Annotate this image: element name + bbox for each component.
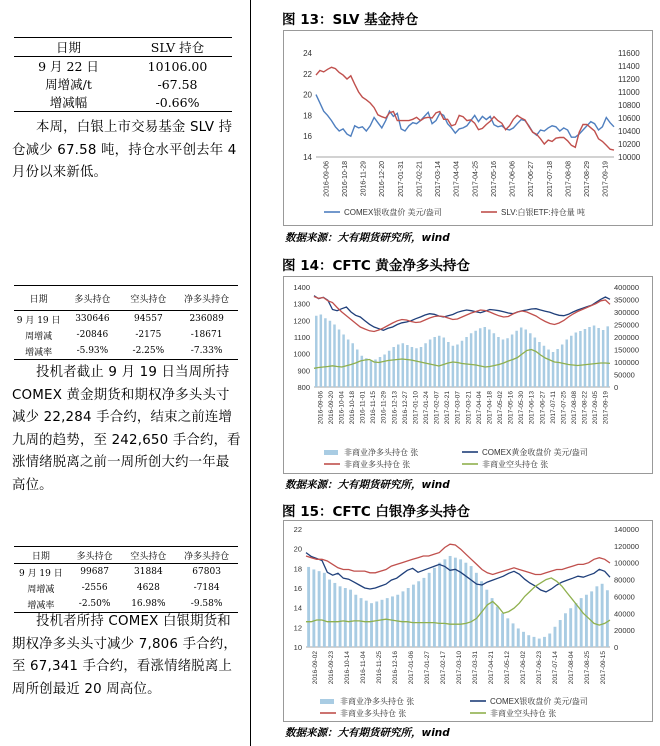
y-right-tick-label: 140000 [614, 525, 640, 534]
fig13-chart [283, 30, 653, 226]
series-line [306, 553, 610, 592]
net-long-bar [370, 603, 373, 647]
series-line [306, 544, 610, 574]
x-tick-label: 2017-04-21 [488, 651, 495, 685]
net-long-bar [580, 598, 583, 647]
x-tick-label: 2017-08-08 [571, 391, 578, 425]
net-long-bar [561, 345, 564, 388]
net-long-bar [470, 566, 473, 647]
net-long-bar [585, 595, 588, 647]
slv-cell: 周增减/t [45, 77, 92, 92]
fig15-source: 数据来源：大有期货研究所，wind [285, 727, 450, 739]
legend-label: 非商业多头持仓 张 [344, 460, 411, 469]
silver-paragraph: 投机者所持 COMEX 白银期货和期权净多头头寸减少 7,806 手合约，至 67,341 手合约，看涨情绪脱离上周所创最近 20 周高位。 [12, 614, 237, 697]
gold-cell: -2175 [135, 330, 162, 340]
net-long-bar [512, 623, 515, 647]
net-long-bar [574, 603, 577, 647]
net-long-bar [370, 361, 373, 387]
column-divider [250, 0, 251, 746]
x-tick-label: 2017-06-13 [528, 391, 536, 425]
net-long-bar [491, 598, 494, 647]
x-tick-label: 2017-02-17 [440, 651, 447, 685]
net-long-bar [552, 352, 555, 387]
net-long-bar [412, 585, 415, 647]
x-tick-label: 2017-02-07 [433, 391, 441, 425]
x-tick-label: 2016-12-16 [392, 651, 399, 685]
net-long-bar [433, 337, 436, 387]
x-tick-label: 2016-12-27 [401, 391, 409, 425]
gold-cell: -20846 [76, 330, 109, 340]
y-left-tick-label: 24 [303, 49, 312, 58]
y-right-tick-label: 10800 [618, 101, 641, 110]
y-right-tick-label: 0 [614, 643, 619, 652]
silver-cell: 增减率 [14, 596, 68, 613]
y-right-tick-label: 350000 [614, 295, 640, 305]
net-long-bar [497, 337, 500, 387]
y-right-tick-label: 10200 [618, 140, 641, 149]
y-left-tick-label: 20 [293, 544, 302, 554]
net-long-bar [575, 333, 578, 388]
gold-paragraph: 投机者截止 9 月 19 日当周所持 COMEX 黄金期货和期权净多头头寸减少 22,284 手合约，结束之前连增九周的趋势，至 242,650 手合约，看涨情绪脱离之前一周所创大约一年最高位。 [12, 365, 241, 493]
silver-cell: 99687 [80, 567, 109, 577]
net-long-bar [312, 569, 315, 647]
x-tick-label: 2016-11-25 [376, 651, 383, 684]
y-right-tick-label: 11200 [618, 75, 640, 84]
x-tick-label: 2017-09-05 [592, 391, 600, 425]
slv-header-holding: SLV 持仓 [123, 38, 232, 57]
net-long-bar [601, 584, 604, 647]
net-long-bar [564, 613, 567, 647]
slv-header-date: 日期 [14, 38, 123, 57]
series-line [316, 67, 614, 150]
silver-header: 日期 [14, 547, 68, 564]
gold-cell: 330646 [75, 314, 110, 324]
silver-cell: 31884 [134, 567, 163, 577]
net-long-bar [538, 342, 541, 387]
x-tick-label: 2017-02-21 [416, 161, 424, 197]
x-tick-label: 2016-10-14 [344, 651, 351, 685]
net-long-bar [422, 578, 425, 647]
x-tick-label: 2016-10-04 [338, 391, 346, 425]
silver-header: 空头持仓 [122, 547, 176, 564]
y-right-tick-label: 100000 [614, 558, 640, 568]
net-long-bar [347, 340, 350, 388]
x-tick-label: 2017-01-06 [408, 651, 415, 685]
net-long-bar [420, 347, 423, 387]
y-right-tick-label: 80000 [614, 575, 635, 585]
x-tick-label: 2017-08-22 [581, 391, 589, 425]
legend-swatch [324, 450, 338, 455]
y-right-tick-label: 0 [614, 383, 619, 392]
slv-cell: 10106.00 [147, 58, 208, 74]
silver-table [14, 546, 238, 613]
net-long-bar [381, 600, 384, 647]
x-tick-label: 2016-10-18 [349, 391, 356, 425]
net-long-bar [328, 580, 331, 647]
x-tick-label: 2017-04-25 [472, 161, 480, 197]
net-long-bar [547, 350, 550, 388]
net-long-bar [506, 618, 509, 647]
series-line [314, 297, 610, 332]
net-long-bar [402, 591, 405, 647]
x-tick-label: 2017-03-31 [472, 651, 479, 685]
net-long-bar [402, 343, 405, 387]
x-tick-label: 2017-07-25 [560, 391, 568, 425]
net-long-bar [391, 596, 394, 647]
x-tick-label: 2017-09-15 [600, 651, 607, 685]
net-long-bar [360, 598, 363, 647]
x-tick-label: 2016-09-20 [327, 391, 335, 425]
net-long-bar [406, 345, 409, 387]
net-long-bar [488, 330, 491, 388]
net-long-bar [456, 345, 459, 388]
x-tick-label: 2017-04-18 [486, 391, 494, 425]
net-long-bar [569, 608, 572, 647]
net-long-bar [543, 637, 546, 647]
fig14-svg [284, 277, 652, 473]
net-long-bar [493, 333, 496, 387]
net-long-bar [383, 355, 386, 388]
x-tick-label: 2017-09-19 [602, 391, 610, 425]
net-long-bar [433, 568, 436, 647]
net-long-bar [548, 634, 551, 647]
net-long-bar [429, 340, 432, 388]
gold-cell: 94557 [134, 314, 163, 324]
net-long-bar [388, 351, 391, 387]
x-tick-label: 2017-04-04 [453, 161, 461, 197]
y-right-tick-label: 40000 [614, 609, 635, 619]
net-long-bar [522, 632, 525, 647]
net-long-bar [411, 347, 414, 387]
y-left-tick-label: 10 [293, 643, 302, 652]
gold-cell: -18671 [190, 330, 223, 340]
x-tick-label: 2017-06-27 [539, 391, 547, 425]
x-tick-label: 2016-09-06 [317, 391, 325, 425]
net-long-bar [606, 590, 609, 647]
y-right-tick-label: 10000 [618, 153, 641, 162]
net-long-bar [407, 588, 410, 647]
x-tick-label: 2017-05-30 [518, 391, 526, 425]
x-tick-label: 2016-09-02 [312, 651, 319, 685]
slv-cell: 9 月 22 日 [38, 59, 99, 74]
slv-cell: 增减幅 [14, 93, 123, 112]
net-long-bar [554, 627, 557, 647]
net-long-bar [579, 331, 582, 387]
net-long-bar [424, 343, 427, 387]
x-tick-label: 2017-05-12 [504, 651, 511, 685]
net-long-bar [318, 571, 321, 647]
net-long-bar [333, 325, 336, 388]
net-long-bar [329, 321, 332, 387]
gold-cell: -7.33% [175, 343, 238, 360]
net-long-bar [447, 342, 450, 387]
gold-header: 多头持仓 [63, 286, 121, 311]
x-tick-label: 2017-05-02 [497, 391, 504, 425]
net-long-bar [428, 573, 431, 647]
net-long-bar [506, 338, 509, 387]
legend-swatch [320, 699, 334, 704]
y-right-tick-label: 300000 [614, 308, 640, 317]
silver-cell: 67803 [192, 567, 221, 577]
y-left-tick-label: 18 [293, 564, 302, 574]
x-tick-label: 2016-10-18 [341, 161, 349, 197]
y-left-tick-label: 18 [303, 111, 312, 121]
fig14-title: 图 14：CFTC 黄金净多头持仓 [282, 258, 470, 274]
x-tick-label: 2017-08-08 [565, 161, 573, 197]
net-long-bar [556, 349, 559, 387]
silver-cell: -2.50% [68, 596, 122, 613]
net-long-bar [417, 581, 420, 647]
net-long-bar [570, 336, 573, 387]
x-tick-label: 2017-01-24 [423, 391, 430, 425]
fig13-source: 数据来源：大有期货研究所，wind [285, 232, 450, 244]
y-left-tick-label: 1000 [293, 349, 310, 359]
y-right-tick-label: 250000 [614, 320, 640, 330]
x-tick-label: 2016-12-20 [379, 161, 387, 197]
net-long-bar [597, 328, 600, 387]
net-long-bar [351, 343, 354, 387]
net-long-bar [595, 586, 598, 647]
y-right-tick-label: 10600 [618, 114, 641, 123]
x-tick-label: 2016-11-29 [360, 161, 368, 197]
slv-paragraph: 本周，白银上市交易基金 SLV 持仓减少 67.58 吨，持仓水平创去年 4 月份以来新低。 [12, 120, 237, 180]
net-long-bar [323, 573, 326, 647]
net-long-bar [392, 347, 395, 387]
fig15-title: 图 15：CFTC 白银净多头持仓 [282, 504, 470, 520]
x-tick-label: 2016-11-15 [370, 391, 378, 424]
net-long-bar [365, 358, 368, 387]
y-left-tick-label: 14 [303, 153, 312, 162]
net-long-bar [593, 326, 596, 388]
x-tick-label: 2017-06-02 [520, 651, 527, 685]
net-long-bar [324, 318, 327, 387]
net-long-bar [584, 329, 587, 387]
net-long-bar [538, 639, 541, 647]
x-tick-label: 2017-03-21 [465, 391, 473, 425]
net-long-bar [415, 348, 418, 387]
net-long-bar [374, 360, 377, 388]
x-tick-label: 2017-05-16 [490, 161, 498, 197]
net-long-bar [438, 336, 441, 387]
net-long-bar [365, 601, 368, 647]
x-tick-label: 2017-04-04 [475, 391, 483, 425]
x-tick-label: 2017-09-19 [602, 161, 610, 197]
series-line [316, 95, 614, 138]
legend-label: SLV:白银ETF:持仓量 吨 [501, 208, 586, 217]
y-left-tick-label: 16 [293, 584, 302, 593]
y-right-tick-label: 11400 [618, 62, 640, 71]
x-tick-label: 2017-08-29 [584, 161, 592, 197]
net-long-bar [443, 338, 446, 388]
x-tick-label: 2017-02-21 [444, 391, 452, 425]
y-right-tick-label: 100000 [614, 358, 640, 367]
x-tick-label: 2017-06-06 [509, 161, 517, 197]
y-left-tick-label: 12 [293, 623, 302, 633]
net-long-bar [386, 598, 389, 647]
net-long-bar [470, 333, 473, 387]
fig15-chart [283, 520, 653, 722]
legend-label: COMEX银收盘价 美元/盎司 [344, 208, 442, 217]
gold-cell: 周增减 [25, 331, 53, 342]
y-right-tick-label: 400000 [614, 283, 640, 292]
net-long-bar [565, 340, 568, 388]
x-tick-label: 2017-07-11 [549, 391, 557, 424]
net-long-bar [454, 558, 457, 647]
x-tick-label: 2017-08-04 [568, 651, 575, 685]
gold-cell: -2.25% [122, 343, 176, 360]
slv-table [14, 37, 232, 112]
net-long-bar [342, 335, 345, 388]
x-tick-label: 2017-03-07 [454, 391, 462, 425]
gold-header: 净多头持仓 [175, 286, 238, 311]
x-tick-label: 2016-09-23 [328, 651, 335, 685]
net-long-bar [452, 346, 455, 387]
fig13-title: 图 13：SLV 基金持仓 [282, 12, 419, 28]
net-long-bar [533, 637, 536, 647]
x-tick-label: 2016-11-01 [359, 391, 367, 424]
gold-cell: 增减率 [14, 343, 63, 360]
y-right-tick-label: 120000 [614, 541, 640, 551]
x-tick-label: 2017-07-18 [546, 161, 554, 197]
y-right-tick-label: 10400 [618, 127, 641, 136]
fig15-svg [284, 521, 652, 721]
y-right-tick-label: 20000 [614, 626, 635, 636]
net-long-bar [511, 335, 514, 388]
x-tick-label: 2017-01-31 [397, 161, 405, 197]
silver-header: 多头持仓 [68, 547, 122, 564]
x-tick-label: 2017-08-25 [584, 651, 591, 685]
y-left-tick-label: 14 [293, 603, 302, 613]
legend-label: 非商业空头持仓 张 [482, 460, 549, 469]
legend-label: 非商业空头持仓 张 [490, 709, 557, 718]
net-long-bar [333, 583, 336, 647]
y-left-tick-label: 1100 [293, 333, 310, 342]
net-long-bar [520, 328, 523, 388]
net-long-bar [527, 635, 530, 647]
net-long-bar [349, 590, 352, 647]
legend-label: COMEX银收盘价 美元/盎司 [490, 697, 588, 706]
net-long-bar [484, 327, 487, 387]
y-left-tick-label: 1200 [293, 316, 310, 326]
y-left-tick-label: 1400 [293, 283, 310, 292]
fig13-svg [284, 31, 652, 225]
net-long-bar [356, 350, 359, 388]
x-tick-label: 2017-06-23 [536, 651, 543, 685]
y-right-tick-label: 11600 [618, 49, 640, 58]
net-long-bar [485, 590, 488, 647]
x-tick-label: 2017-07-14 [552, 651, 559, 685]
fig14-source: 数据来源：大有期货研究所，wind [285, 479, 450, 491]
y-left-tick-label: 1300 [293, 299, 310, 309]
net-long-bar [307, 567, 310, 647]
gold-table [14, 285, 238, 360]
y-left-tick-label: 22 [293, 525, 302, 534]
fig14-chart [283, 276, 653, 474]
silver-cell: 16.98% [122, 596, 176, 613]
net-long-bar [534, 338, 537, 388]
net-long-bar [339, 586, 342, 647]
net-long-bar [501, 613, 504, 647]
x-tick-label: 2017-03-10 [456, 651, 463, 685]
net-long-bar [443, 559, 446, 647]
net-long-bar [606, 326, 609, 387]
y-right-tick-label: 60000 [614, 592, 635, 602]
silver-cell: -9.58% [175, 596, 238, 613]
x-tick-label: 2016-11-29 [380, 391, 388, 424]
silver-cell: 4628 [136, 583, 160, 593]
y-left-tick-label: 22 [303, 69, 312, 79]
silver-header: 净多头持仓 [175, 547, 238, 564]
net-long-bar [517, 628, 520, 647]
net-long-bar [479, 328, 482, 387]
y-right-tick-label: 11000 [618, 88, 640, 97]
legend-label: COMEX黄金收盘价 美元/盎司 [482, 448, 588, 457]
silver-cell: 9 月 19 日 [18, 568, 63, 579]
x-tick-label: 2016-11-04 [360, 651, 367, 684]
x-tick-label: 2017-03-14 [435, 161, 443, 197]
slv-cell: -0.66% [123, 93, 232, 112]
net-long-bar [525, 330, 528, 388]
net-long-bar [496, 607, 499, 647]
net-long-bar [602, 330, 605, 387]
y-right-tick-label: 150000 [614, 345, 640, 355]
net-long-bar [588, 327, 591, 387]
legend-label: 非商业多头持仓 张 [340, 709, 407, 718]
gold-cell: 9 月 19 日 [16, 315, 61, 326]
net-long-bar [338, 330, 341, 388]
x-tick-label: 2016-12-13 [391, 391, 399, 425]
net-long-bar [320, 315, 323, 388]
x-tick-label: 2017-01-27 [424, 651, 431, 685]
silver-cell: 周增减 [27, 584, 55, 595]
y-right-tick-label: 50000 [614, 370, 635, 380]
legend-label: 非商业净多头持仓 张 [344, 448, 419, 457]
net-long-bar [465, 337, 468, 387]
net-long-bar [315, 316, 318, 387]
net-long-bar [344, 588, 347, 647]
y-left-tick-label: 900 [297, 366, 310, 376]
x-tick-label: 2017-05-16 [507, 391, 515, 425]
silver-cell: -2556 [81, 583, 108, 593]
gold-cell: -5.93% [63, 343, 121, 360]
gold-header: 日期 [14, 286, 63, 311]
y-left-tick-label: 800 [297, 383, 310, 392]
x-tick-label: 2017-01-10 [412, 391, 420, 425]
net-long-bar [375, 601, 378, 647]
y-left-tick-label: 16 [303, 132, 312, 142]
x-tick-label: 2017-06-27 [528, 161, 536, 197]
x-tick-label: 2016-09-06 [323, 161, 331, 197]
gold-cell: 236089 [189, 314, 224, 324]
net-long-bar [529, 333, 532, 387]
legend-label: 非商业净多头持仓 张 [340, 697, 415, 706]
net-long-bar [438, 563, 441, 647]
net-long-bar [590, 591, 593, 647]
net-long-bar [559, 620, 562, 647]
slv-cell: -67.58 [157, 76, 198, 92]
net-long-bar [474, 331, 477, 387]
net-long-bar [397, 345, 400, 388]
y-left-tick-label: 20 [303, 90, 312, 100]
silver-cell: -7184 [193, 583, 220, 593]
net-long-bar [543, 346, 546, 387]
y-right-tick-label: 200000 [614, 333, 640, 342]
gold-header: 空头持仓 [122, 286, 176, 311]
